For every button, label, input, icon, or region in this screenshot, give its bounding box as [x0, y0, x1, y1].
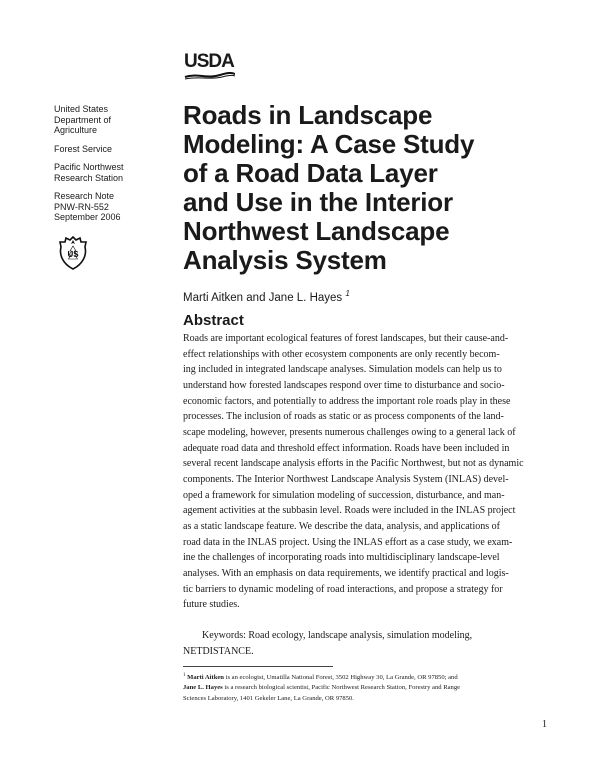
sidebar-line: Department of	[54, 114, 112, 125]
usda-logo-text: USDA	[184, 51, 234, 72]
usda-logo-swoosh	[184, 72, 236, 80]
sidebar-line: Pacific Northwest	[54, 162, 124, 172]
title-line: and Use in the Interior	[183, 187, 453, 217]
sidebar-line: Agriculture	[54, 125, 98, 135]
publication-sidebar	[54, 104, 164, 231]
sidebar-line: PNW-RN-552	[54, 201, 109, 212]
abstract-line: components. The Interior Northwest Landscape Analysis System (INLAS) devel-	[183, 473, 509, 485]
abstract-line: understand how forested landscapes respond over time to disturbance and socio-	[183, 379, 505, 391]
title-line: Modeling: A Case Study	[183, 129, 475, 159]
footnote-line	[183, 671, 538, 683]
paper-title	[183, 101, 543, 275]
keywords-line: NETDISTANCE.	[183, 645, 254, 657]
abstract-line: agement activities at the subbasin level. Roads were included in the INLAS project	[183, 505, 516, 517]
abstract-line: tic barriers to dynamic modeling of road interactions, and propose a strategy for	[183, 583, 503, 595]
abstract-line: analyses. With an emphasis on data requirements, we identify practical and logis-	[183, 567, 509, 579]
abstract-line: scape modeling, however, presents numerous challenges owing to a general lack of	[183, 426, 516, 438]
footnote-line: Sciences Laboratory, 1401 Gekeler Lane, La Grande, OR 97850.	[183, 694, 354, 702]
abstract-line: as a static landscape feature. We describe the data, analysis, and applications of	[183, 520, 500, 532]
sidebar-service	[54, 144, 164, 155]
sidebar-line: Research Note	[54, 191, 115, 201]
abstract-line: economic factors, and potentially to address the important role roads play in these	[183, 395, 511, 407]
title-line: Analysis System	[183, 245, 387, 275]
sidebar-line: September 2006	[54, 212, 121, 222]
abstract-line: road data in the INLAS project. Using the INLAS effort as a case study, we exam-	[183, 536, 513, 548]
author-footnote-mark: 1	[345, 289, 350, 298]
shield-text: US	[67, 250, 79, 259]
title-line: Northwest Landscape	[183, 216, 450, 246]
abstract-line: future studies.	[183, 599, 240, 611]
forest-service-shield-icon	[58, 236, 88, 270]
footnote-divider	[183, 666, 333, 667]
sidebar-line: United States	[54, 104, 109, 114]
abstract-line: effect relationships with other ecosystem components are only recently becom-	[183, 348, 500, 360]
sidebar-department	[54, 104, 164, 136]
abstract-line: adequate road data and threshold effect information. Roads have been included in	[183, 442, 510, 454]
footnote-mark: 1	[183, 673, 186, 678]
keywords	[183, 628, 543, 659]
sidebar-note	[54, 191, 164, 223]
footnote	[183, 671, 538, 704]
title-line: of a Road Data Layer	[183, 158, 438, 188]
sidebar-line: Forest Service	[54, 143, 113, 154]
abstract-line: ing included in integrated landscape analyses. Simulation models can help us to	[183, 364, 502, 376]
title-line: Roads in Landscape	[183, 100, 433, 130]
abstract-body	[183, 331, 547, 613]
footnote-text: is a research biological scientist, Pacific Northwest Research Station, Forestry and Range	[222, 684, 461, 692]
footnote-line	[183, 683, 538, 693]
abstract-line: Roads are important ecological features of forest landscapes, but their cause-and-	[183, 333, 509, 344]
abstract-line: processes. The inclusion of roads as static or as process components of the land-	[183, 411, 504, 423]
sidebar-line: Research Station	[54, 172, 124, 183]
page-number: 1	[542, 719, 547, 730]
footnote-text: is an ecologist, Umatilla National Forest, 3502 Highway 30, La Grande, OR 97850; and	[223, 674, 458, 682]
footnote-author-name: Marti Aitken	[187, 674, 224, 682]
abstract-line: several recent landscape analysis efforts in the Pacific Northwest, but not as dynamic	[183, 458, 524, 470]
usda-logo	[184, 52, 236, 78]
keywords-line: Keywords: Road ecology, landscape analysis, simulation modeling,	[202, 630, 473, 641]
abstract-line: oped a framework for simulation modeling of succession, disturbance, and man-	[183, 489, 505, 501]
abstract-heading: Abstract	[183, 312, 244, 329]
authors	[183, 289, 350, 304]
footnote-author-name: Jane L. Hayes	[183, 684, 223, 692]
abstract-line: ine the challenges of incorporating roads into multidisciplinary landscape-level	[183, 552, 500, 564]
author-names: Marti Aitken and Jane L. Hayes	[183, 291, 343, 304]
sidebar-station	[54, 162, 164, 183]
